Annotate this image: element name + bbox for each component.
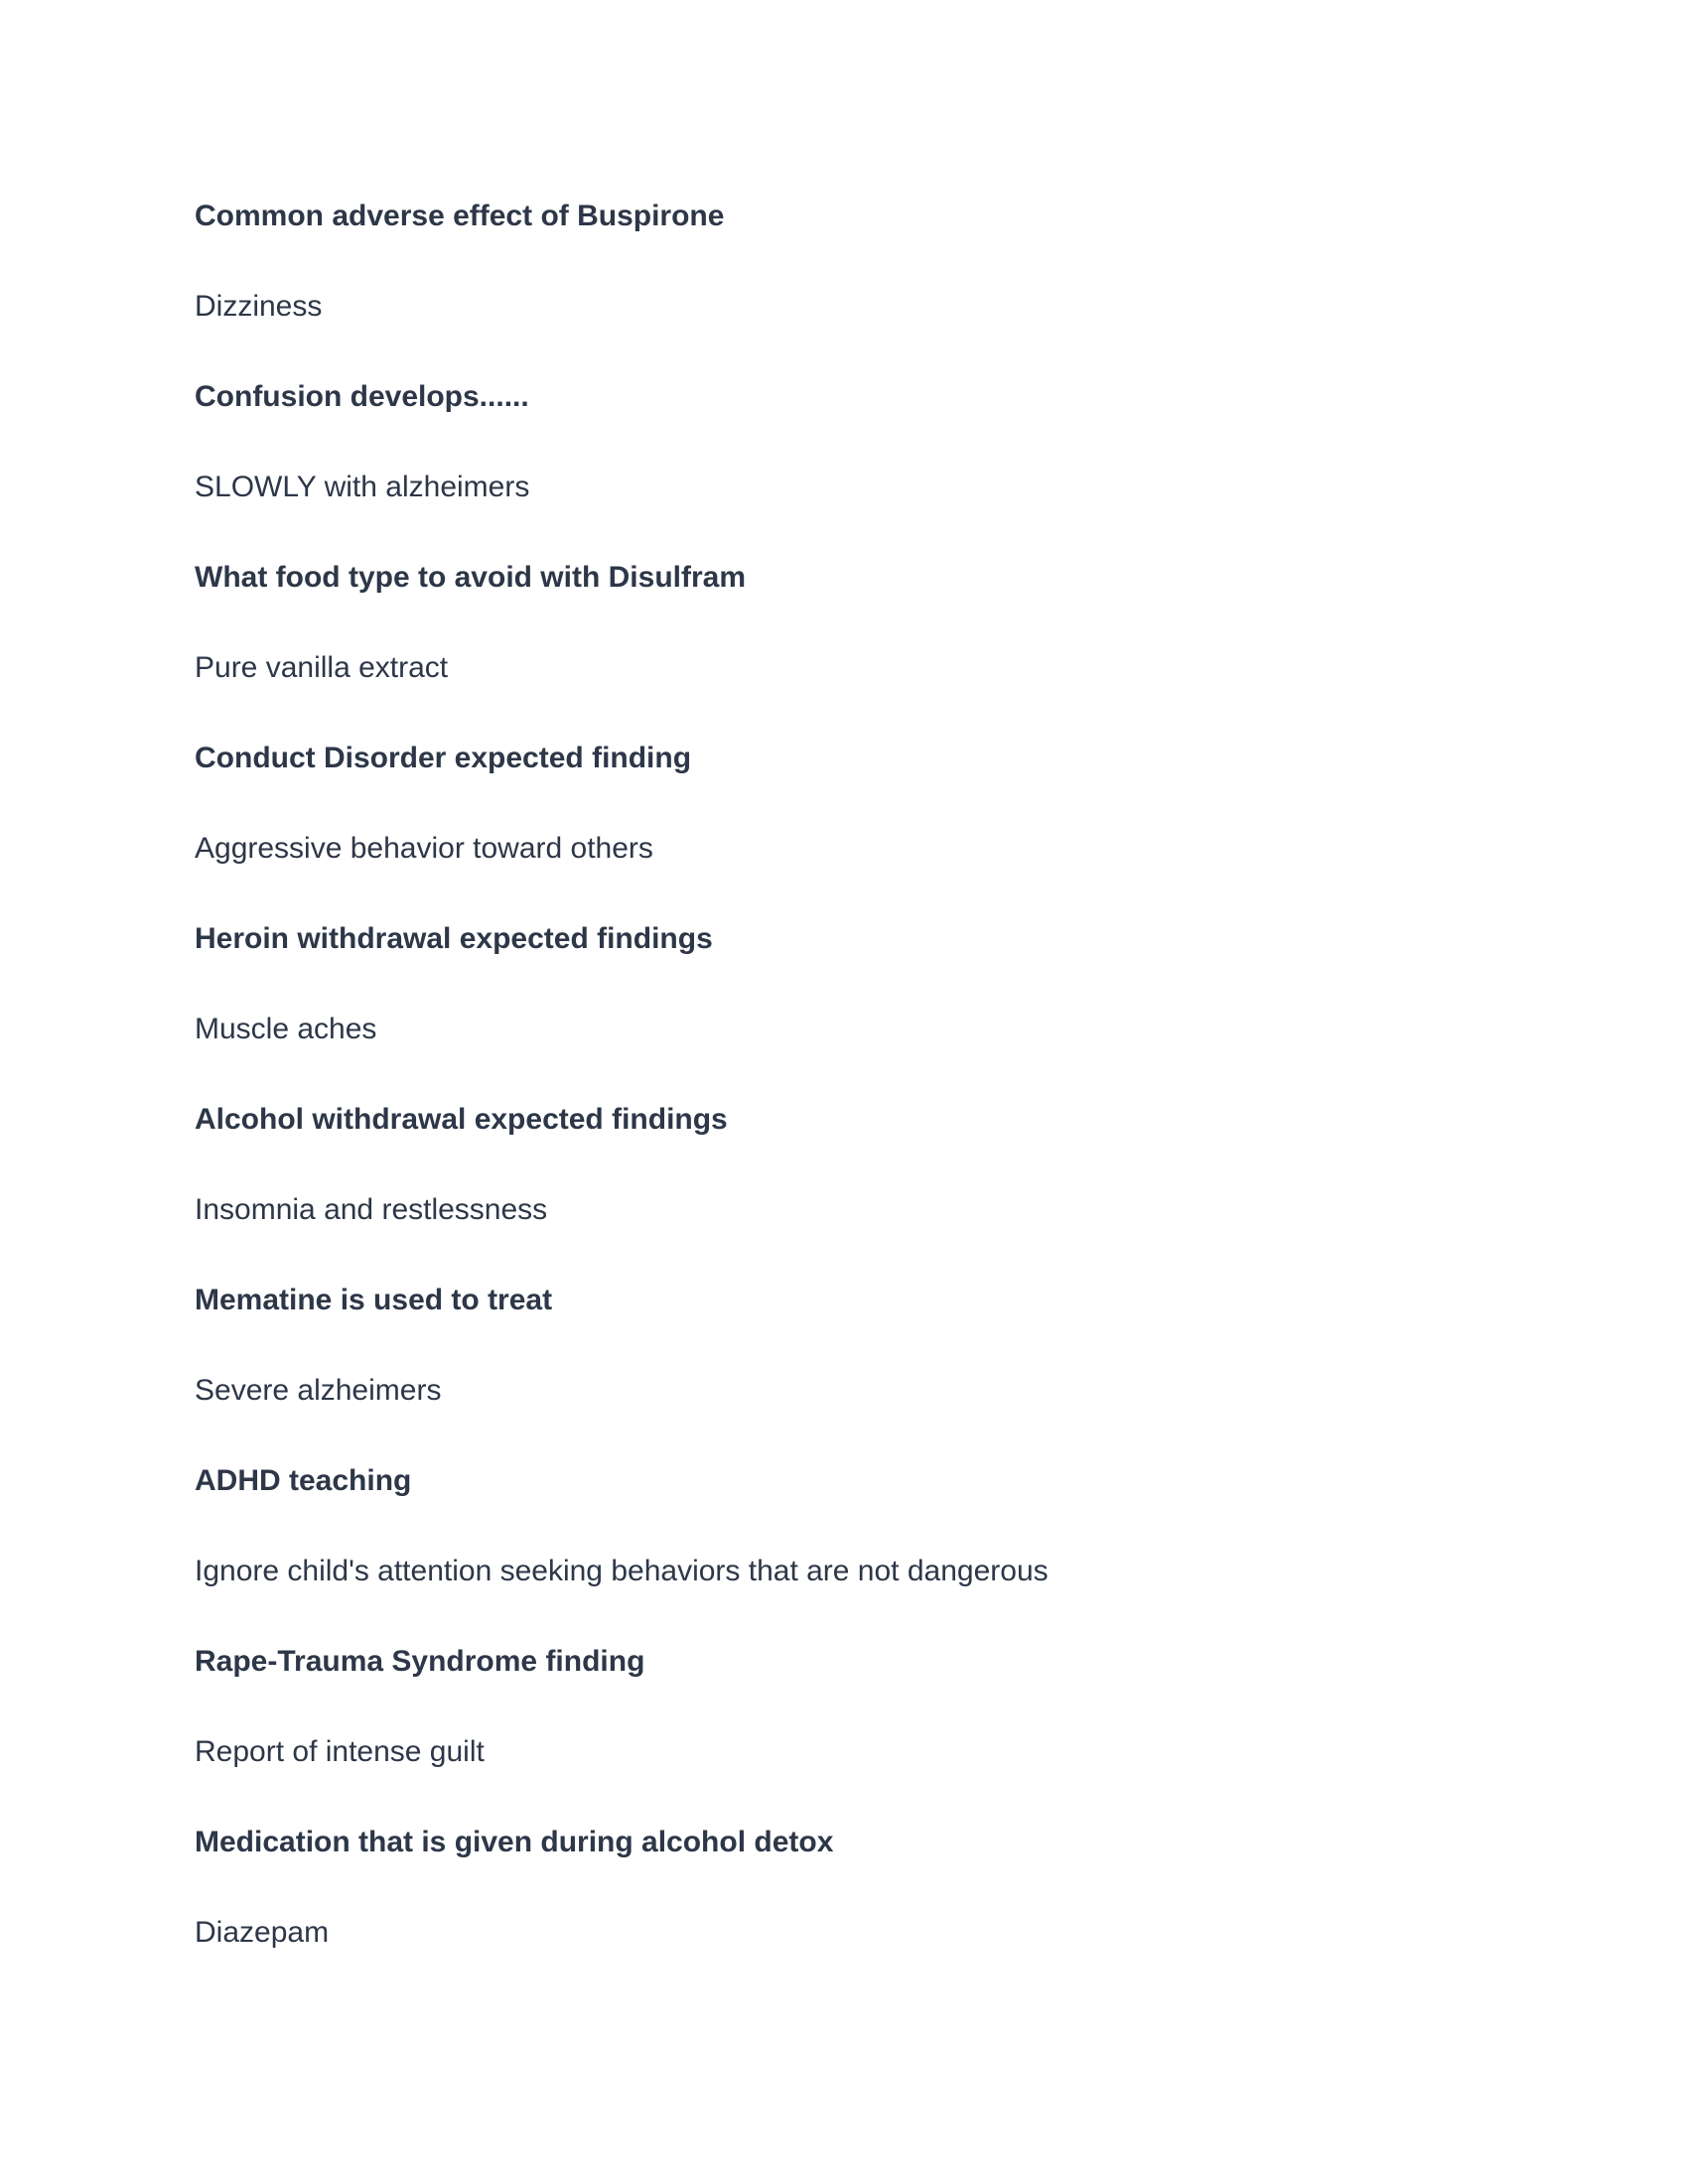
card-answer: Ignore child's attention seeking behaviors that are not dangerous	[195, 1555, 1049, 1587]
card-question: Rape-Trauma Syndrome finding	[195, 1645, 645, 1678]
flashcard-item	[195, 1281, 1569, 1411]
flashcard-item	[195, 739, 1569, 869]
flashcard-item	[195, 197, 1569, 327]
card-answer: Aggressive behavior toward others	[195, 832, 653, 865]
flashcard-item	[195, 1100, 1569, 1230]
card-answer: Pure vanilla extract	[195, 651, 449, 684]
card-answer: Insomnia and restlessness	[195, 1193, 548, 1226]
card-question: Medication that is given during alcohol detox	[195, 1826, 834, 1858]
flashcard-item	[195, 558, 1569, 688]
card-question: Alcohol withdrawal expected findings	[195, 1103, 728, 1136]
flashcard-item	[195, 1642, 1569, 1772]
flashcard-list	[195, 197, 1569, 2003]
card-question: ADHD teaching	[195, 1464, 412, 1497]
card-answer: Diazepam	[195, 1916, 330, 1949]
card-answer: SLOWLY with alzheimers	[195, 471, 530, 503]
flashcard-item	[195, 1823, 1569, 1953]
card-question: Confusion develops......	[195, 380, 529, 413]
card-answer: Report of intense guilt	[195, 1735, 485, 1768]
card-answer: Muscle aches	[195, 1013, 377, 1045]
card-question: Mematine is used to treat	[195, 1284, 553, 1316]
card-answer: Severe alzheimers	[195, 1374, 442, 1407]
card-question: What food type to avoid with Disulfram	[195, 561, 746, 594]
card-question: Conduct Disorder expected finding	[195, 742, 692, 774]
flashcard-item	[195, 377, 1569, 507]
card-answer: Dizziness	[195, 290, 323, 323]
flashcard-item	[195, 919, 1569, 1049]
card-question: Common adverse effect of Buspirone	[195, 200, 725, 232]
flashcard-item	[195, 1461, 1569, 1591]
card-question: Heroin withdrawal expected findings	[195, 922, 713, 955]
